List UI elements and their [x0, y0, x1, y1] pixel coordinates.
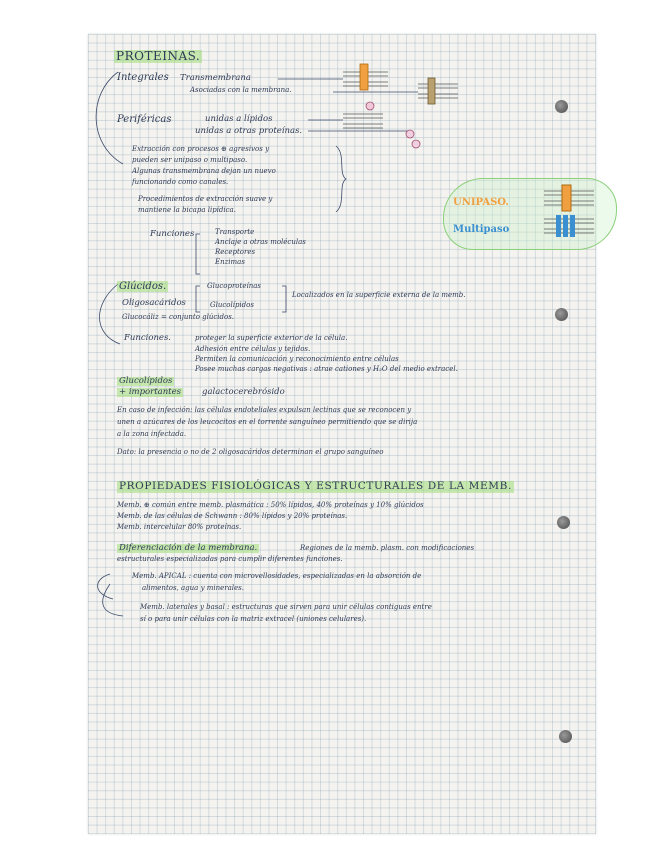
- unipaso-multipaso-box: [443, 178, 617, 250]
- diferenciacion-line-2: estructurales especializadas para cumplir diferentes funciones.: [117, 555, 343, 563]
- dato-text: Dato: la presencia o no de 2 oligosacáridos determinan el grupo sanguíneo: [117, 448, 384, 456]
- laterales-line-1: Memb. laterales y basal : estructuras que sirven para unir células contiguas entre: [140, 603, 432, 611]
- lipidos-text: unidas a lípidos: [205, 114, 273, 124]
- diferenciacion-rest: Regiones de la memb. plasm. con modificaciones: [300, 544, 475, 552]
- memb-line-2: Memb. de las células de Schwann : 80% lípidos y 20% proteínas.: [117, 512, 348, 520]
- funcion-gluc-item: Permiten la comunicación y reconocimiento entre células: [195, 355, 399, 363]
- extraccion-line-1: Extracción con procesos ⊕ agresivos y: [132, 145, 270, 153]
- importantes-label: + importantes: [119, 387, 181, 397]
- apical-line-1: Memb. APICAL : cuenta con microvellosidades, especializadas en la absorción de: [132, 572, 422, 580]
- asociadas-text: Asociadas con la membrana.: [190, 86, 292, 94]
- funciones-prot-label: Funciones: [150, 229, 195, 239]
- funcion-gluc-item: Posee muchas cargas negativas : atrae cationes y H₂O del medio extracel.: [195, 365, 458, 373]
- bracket-laterales-icon: [103, 584, 123, 616]
- memb-line-3: Memb. intercelular 80% proteínas.: [117, 523, 242, 531]
- apical-line-2: alimentos, agua y minerales.: [142, 584, 244, 592]
- extraccion-line-4: funcionando como canales.: [132, 178, 229, 186]
- funcion-prot-item: Receptores: [215, 248, 256, 256]
- oligosacaridos-text: Oligosacáridos: [122, 298, 186, 308]
- localizados-text: Localizados en la superficie externa de la memb.: [292, 291, 466, 299]
- multipaso-label: Multipaso: [453, 224, 510, 235]
- infeccion-line-3: a la zona infectada.: [117, 430, 187, 438]
- glucolipidos-text: Glucolípidos: [210, 301, 254, 309]
- memb-line-1: Memb. ⊕ común entre memb. plasmática : 50% lípidos, 40% proteínas y 10% glúcidos: [117, 501, 424, 509]
- extraccion-line-3: Algunas transmembrana dejan un nuevo: [132, 167, 276, 175]
- perifericas-label: Periféricas: [117, 114, 172, 125]
- funcion-gluc-item: proteger la superficie exterior de la célula.: [195, 334, 348, 342]
- propiedades-title: PROPIEDADES FISIOLÓGICAS Y ESTRUCTURALES DE LA MEMB.: [119, 480, 512, 492]
- glucolipidos-heading: Glucolípidos: [119, 376, 173, 386]
- infeccion-line-2: unen a azúcares de los leucocitos en el torrente sanguíneo permitiendo que se dirija: [117, 418, 418, 426]
- procedimientos-line-2: mantiene la bicapa lipídica.: [138, 206, 236, 214]
- galactocerebrosido-text: galactocerebrósido: [202, 387, 285, 397]
- unipaso-label: UNIPASO.: [453, 197, 509, 208]
- funcion-prot-item: Anclaje a otras moléculas: [215, 238, 306, 246]
- bracket-glucidos-icon: [99, 284, 120, 344]
- glucidos-heading: Glúcidos.: [119, 281, 167, 292]
- binder-hole: [555, 100, 568, 113]
- funcion-prot-item: Transporte: [215, 228, 255, 236]
- transmembrana-text: Transmembrana: [180, 73, 251, 83]
- proteinas-text: unidas a otras proteínas.: [195, 126, 303, 136]
- funcion-gluc-item: Adhesión entre células y tejidos.: [195, 345, 311, 353]
- procedimientos-line-1: Procedimientos de extracción suave y: [138, 195, 273, 203]
- laterales-line-2: sí o para unir células con la matriz extracel (uniones celulares).: [140, 615, 367, 623]
- binder-hole: [557, 516, 570, 529]
- glucocaliz-text: Glucocáliz = conjunto glúcidos.: [122, 313, 235, 321]
- page-title: PROTEINAS.: [116, 49, 201, 63]
- bracket-apical-icon: [98, 574, 113, 599]
- binder-hole: [559, 730, 572, 743]
- funcion-prot-item: Enzimas: [215, 258, 245, 266]
- diferenciacion-label: Diferenciación de la membrana.: [119, 543, 258, 553]
- infeccion-line-1: En caso de infección: las células endoteliales expulsan lectinas que se reconocen y: [117, 406, 412, 414]
- integrales-label: Integrales: [117, 72, 169, 83]
- binder-hole: [555, 308, 568, 321]
- glucoproteinas-text: Glucoproteínas: [207, 282, 261, 290]
- extraccion-line-2: pueden ser unipaso o multipaso.: [132, 156, 248, 164]
- funciones-gluc-label: Funciones.: [124, 333, 172, 343]
